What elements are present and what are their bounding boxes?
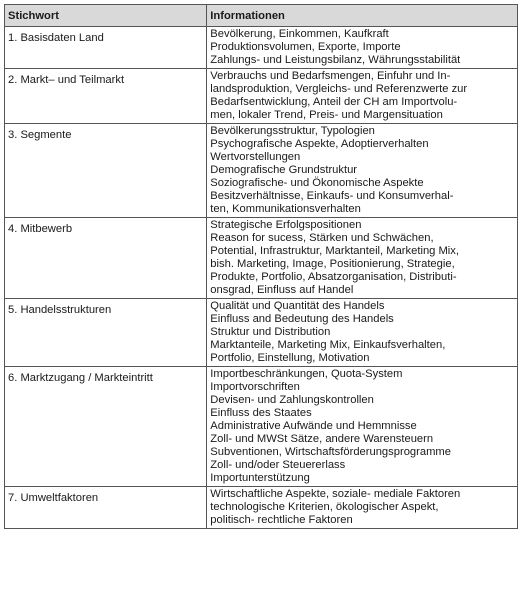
info-line: Soziografische- und Ökonomische Aspekte [210, 177, 424, 189]
info-line: Demografische Grundstruktur [210, 164, 358, 176]
info-line: Administrative Aufwände und Hemmnisse [210, 420, 417, 432]
info-line: Wirtschaftliche Aspekte, soziale- mediale Faktoren [210, 488, 461, 500]
stichwort-cell: 2. Markt– und Teilmarkt [5, 69, 207, 124]
informationen-cell [207, 69, 518, 124]
stichwort-cell: 3. Segmente [5, 124, 207, 218]
info-line: Importvorschriften [210, 381, 300, 393]
info-line: Qualität und Quantität des Handels [210, 300, 385, 312]
info-line: politisch- rechtliche Faktoren [210, 514, 353, 526]
info-line: Einfluss des Staates [210, 407, 312, 419]
info-line: onsgrad, Einfluss auf Handel [210, 284, 354, 296]
info-line: bish. Marketing, Image, Positionierung, Strategie, [210, 258, 455, 270]
info-line: Portfolio, Einstellung, Motivation [210, 352, 370, 364]
info-line: Bevölkerung, Einkommen, Kaufkraft [210, 28, 389, 40]
informationen-cell [207, 487, 518, 529]
info-line: Bevölkerungsstruktur, Typologien [210, 125, 375, 137]
header-informationen: Informationen [207, 5, 518, 27]
info-line: Zahlungs- und Leistungsbilanz, Währungsstabilität [210, 54, 461, 66]
table-body [5, 27, 518, 529]
table-row [5, 367, 518, 487]
info-line: Psychografische Aspekte, Adoptierverhalten [210, 138, 429, 150]
info-line: ten, Kommunikationsverhalten [210, 203, 361, 215]
table-row [5, 69, 518, 124]
info-line: Reason for sucess, Stärken und Schwächen, [210, 232, 434, 244]
table-row [5, 124, 518, 218]
info-line: men, lokaler Trend, Preis- und Margensituation [210, 109, 443, 121]
info-line: Produktionsvolumen, Exporte, Importe [210, 41, 401, 53]
info-line: Besitzverhältnisse, Einkaufs- und Konsumverhal- [210, 190, 454, 202]
info-line: Strategische Erfolgspositionen [210, 219, 362, 231]
info-line: Produkte, Portfolio, Absatzorganisation, Distributi- [210, 271, 457, 283]
stichwort-cell: 6. Marktzugang / Markteintritt [5, 367, 207, 487]
header-stichwort: Stichwort [5, 5, 207, 27]
stichwort-cell: 7. Umweltfaktoren [5, 487, 207, 529]
informationen-cell [207, 27, 518, 69]
info-line: Verbrauchs und Bedarfsmengen, Einfuhr und In- [210, 70, 451, 82]
info-line: Wertvorstellungen [210, 151, 301, 163]
info-line: Potential, Infrastruktur, Marktanteil, Marketing Mix, [210, 245, 459, 257]
informationen-cell [207, 218, 518, 299]
table-row [5, 299, 518, 367]
informationen-cell [207, 299, 518, 367]
stichwort-cell: 4. Mitbewerb [5, 218, 207, 299]
info-table [4, 4, 518, 529]
stichwort-cell: 1. Basisdaten Land [5, 27, 207, 69]
info-line: Importunterstützung [210, 472, 310, 484]
info-line: landsproduktion, Vergleichs- und Referenzwerte zur [210, 83, 468, 95]
info-line: Zoll- und MWSt Sätze, andere Warensteuern [210, 433, 434, 445]
info-line: Importbeschränkungen, Quota-System [210, 368, 403, 380]
info-line: Zoll- und/oder Steuererlass [210, 459, 346, 471]
table-row [5, 218, 518, 299]
table-row [5, 27, 518, 69]
informationen-cell [207, 124, 518, 218]
info-line: Devisen- und Zahlungskontrollen [210, 394, 374, 406]
info-line: technologische Kriterien, ökologischer Aspekt, [210, 501, 439, 513]
stichwort-cell: 5. Handelsstrukturen [5, 299, 207, 367]
info-line: Subventionen, Wirtschaftsförderungsprogramme [210, 446, 451, 458]
info-line: Marktanteile, Marketing Mix, Einkaufsverhalten, [210, 339, 446, 351]
info-line: Einfluss and Bedeutung des Handels [210, 313, 394, 325]
header-row [5, 5, 518, 27]
table-row [5, 487, 518, 529]
info-line: Struktur und Distribution [210, 326, 331, 338]
informationen-cell [207, 367, 518, 487]
info-line: Bedarfsentwicklung, Anteil der CH am Importvolu- [210, 96, 458, 108]
